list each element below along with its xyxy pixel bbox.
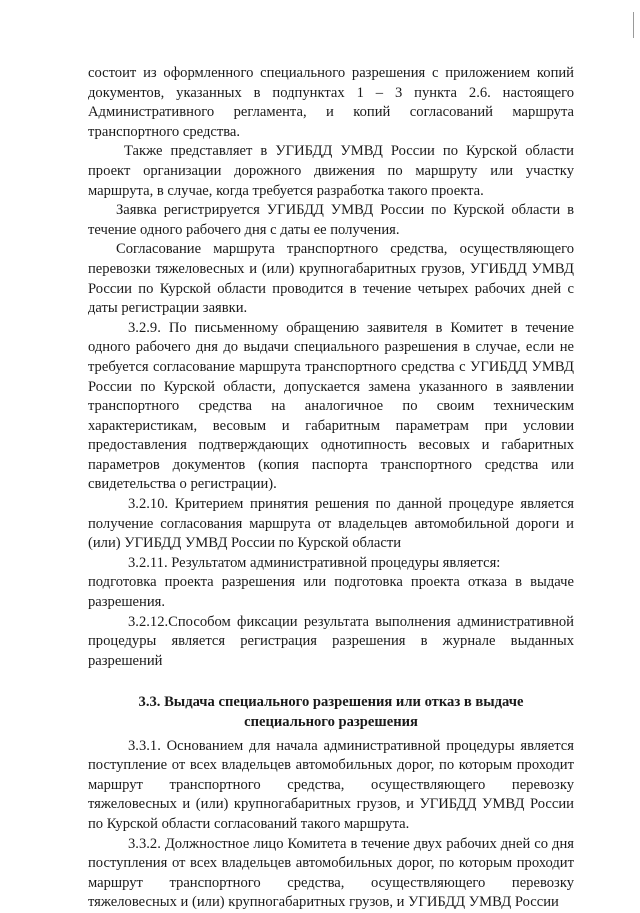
paragraph-3-3-1: 3.3.1. Основанием для начала административной процедуры является поступление от всех владельцев автомобильных дорог, по которым проходит маршрут транспортного средства, осуществляющего перевозку тяжеловесных и (или) крупногабаритных грузов, и УГИБДД УМВД России по Курской области согласований такого маршрута. bbox=[88, 737, 574, 832]
paragraph-continuation: состоит из оформленного специального разрешения с приложением копий документов, указанных в подпунктах 1 – 3 пункта 2.6. настоящего Административного регламента, и копий согласований маршрута транспортного средства. bbox=[88, 65, 574, 140]
paragraph-result: подготовка проекта разрешения или подготовка проекта отказа в выдаче разрешения. bbox=[88, 574, 574, 611]
paragraph-3-2-12: 3.2.12.Способом фиксации результата выполнения административной процедуры является регистрация разрешения в журнале выданных разрешений bbox=[88, 613, 574, 669]
paragraph-project-submission: Также представляет в УГИБДД УМВД России по Курской области проект организации дорожного движения по маршруту или участку маршрута, в случае, когда требуется разработка такого проекта. bbox=[88, 143, 574, 199]
paragraph-3-2-9: 3.2.9. По письменному обращению заявителя в Комитет в течение одного рабочего дня до выдачи специального разрешения в случае, если не требуется согласование маршрута транспортного средства с УГИБДД УМВД России по Курской области, допускается замена указанного в заявлении транспортного средства на аналогичное по своим техническим характеристикам, весовым и габаритным параметрам при условии предоставления подтверждающих однотипность весовых и габаритных параметров документов (копия паспорта транспортного средства или свидетельства о регистрации). bbox=[88, 319, 574, 493]
paragraph-application-registration: Заявка регистрируется УГИБДД УМВД России по Курской области в течение одного рабочего дня с даты ее получения. bbox=[88, 202, 574, 238]
section-heading-3-3: 3.3. Выдача специального разрешения или отказ в выдаче специального разрешения bbox=[138, 694, 524, 730]
scan-edge-mark bbox=[633, 12, 634, 38]
paragraph-route-approval: Согласование маршрута транспортного средства, осуществляющего перевозки тяжеловесных и (или) крупногабаритных грузов, УГИБДД УМВД России по Курской области проводится в течение четырех рабочих дней с даты регистрации заявки. bbox=[88, 241, 574, 317]
document-page bbox=[88, 64, 574, 913]
paragraph-3-3-2: 3.3.2. Должностное лицо Комитета в течение двух рабочих дней со дня поступления от всех владельцев автомобильных дорог, по которым проходит маршрут транспортного средства, осуществляющего перевозку тяжеловесных и (или) крупногабаритных грузов, и УГИБДД УМВД России bbox=[88, 835, 574, 911]
paragraph-3-2-10: 3.2.10. Критерием принятия решения по данной процедуре является получение согласования маршрута от владельцев автомобильной дороги и (или) УГИБДД УМВД России по Курской области bbox=[88, 496, 574, 552]
paragraph-3-2-11: 3.2.11. Результатом административной процедуры является: bbox=[128, 554, 501, 571]
